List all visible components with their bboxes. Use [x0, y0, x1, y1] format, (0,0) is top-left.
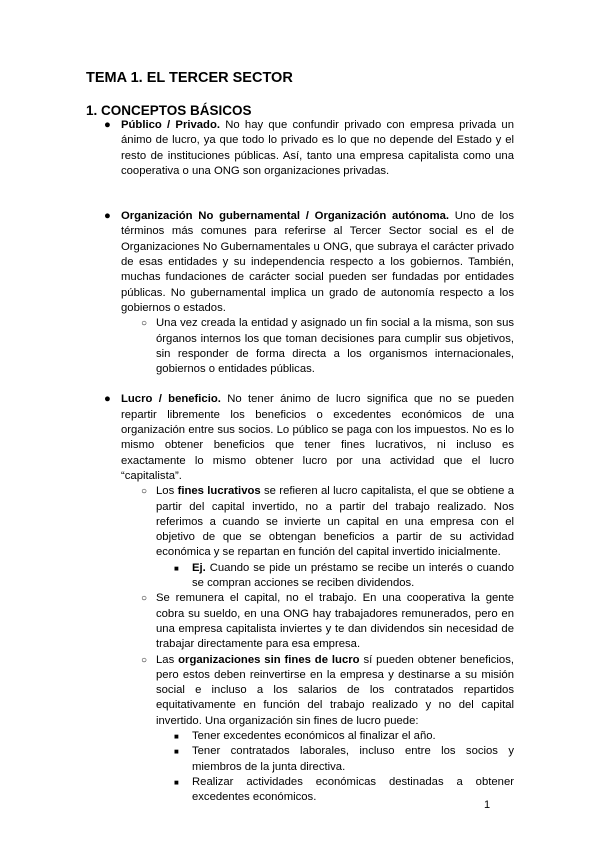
spacer: [88, 179, 514, 194]
text-ejemplo: Cuando se pide un préstamo se recibe un interés o cuando se compran acciones se reciben dividendos.: [192, 561, 514, 590]
text-prefix: Los: [156, 485, 178, 498]
term-fines-lucrativos: fines lucrativos: [177, 485, 261, 498]
text-organizacion: Uno de los términos más comunes para referirse al Tercer Sector social es el de Organizaciones No Gubernamentales u ONG, que subraya el carácter privado de esas entidades y su independencia respecto a los gobiernos. También, muchas fundaciones de carácter social pueden ser fundadas por entidades públicas. No gubernamental implica un grado de autonomía respecto a los gobiernos o estados.: [121, 210, 514, 314]
page-number: 1: [484, 799, 491, 811]
term-sin-fines-lucro: organizaciones sin fines de lucro: [178, 653, 360, 666]
term-publico-privado: Público / Privado.: [121, 119, 220, 131]
term-lucro: Lucro / beneficio.: [121, 393, 221, 406]
text-organos: Una vez creada la entidad y asignado un fin social a la misma, son sus órganos internos los que toman decisiones para cumplir sus objetivos, sin responder de forma directa a los organismos internacionales, gobiernos o entidades públicas.: [156, 317, 514, 376]
circle-bullet-icon: ○: [141, 486, 148, 498]
sub-item-sin-fines-lucro: [88, 653, 514, 729]
bullet-organizacion: [88, 209, 514, 316]
sub-item-remunera-capital: [88, 591, 514, 652]
square-bullet-icon: ■: [174, 563, 179, 573]
circle-bullet-icon: ○: [141, 654, 148, 666]
circle-bullet-icon: ○: [141, 318, 148, 330]
text-fines-lucrativos: se refieren al lucro capitalista, el que se obtiene a partir del capital invertido, no a partir del trabajo realizado. Nos referimos a cuando se invierte un capital en una empresa con el objetivo de que se obtengan beneficios a partir de su actividad económica y se repartan en función del capital invertido inicialmente.: [156, 485, 514, 559]
list-item-text: Tener excedentes económicos al finalizar el año.: [192, 729, 436, 742]
term-ejemplo: Ej.: [192, 561, 206, 574]
circle-bullet-icon: ○: [141, 593, 148, 605]
document-title: TEMA 1. EL TERCER SECTOR: [86, 70, 293, 86]
sub-sub-item-ejemplo: [88, 561, 514, 592]
square-bullet-icon: ■: [174, 747, 179, 757]
square-bullet-icon: ■: [174, 731, 179, 741]
bullet-lucro: [88, 392, 514, 484]
term-organizacion: Organización No gubernamental / Organización autónoma.: [121, 210, 450, 223]
bullet-icon: ●: [104, 119, 111, 131]
bullet-icon: ●: [104, 393, 111, 406]
section-heading: 1. CONCEPTOS BÁSICOS: [86, 103, 252, 118]
list-item-text: Realizar actividades económicas destinadas a obtener excedentes económicos.: [192, 775, 514, 804]
spacer: [88, 377, 514, 392]
text-lucro: No tener ánimo de lucro significa que no se pueden repartir libremente los beneficios o excedentes económicos de una organización entre sus socios. Lo público se paga con los impuestos. No es lo mismo obtener beneficios que tener fines lucrativos, ni incluso es exactamente lo mismo obtener lucro por una actividad que el lucro “capitalista”.: [121, 393, 514, 482]
content-body: [88, 118, 514, 805]
square-bullet-icon: ■: [174, 777, 179, 787]
sub-item-fines-lucrativos: [88, 484, 514, 560]
bullet-publico-privado: [88, 118, 514, 179]
sub-item-organos: [88, 316, 514, 377]
text-remunera-capital: Se remunera el capital, no el trabajo. En una cooperativa la gente cobra su sueldo, en una ONG hay trabajadores remunerados, pero en una empresa capitalista inviertes y te dan dividendos sin necesidad de trabajar directamente para esa empresa.: [156, 592, 514, 651]
spacer: [88, 194, 514, 209]
list-item: [88, 744, 514, 775]
list-item: [88, 729, 514, 744]
list-item-text: Tener contratados laborales, incluso entre los socios y miembros de la junta directiva.: [192, 745, 514, 773]
text-publico-privado: No hay que confundir privado con empresa privada un ánimo de lucro, ya que todo lo privado es lo que no depende del Estado y el resto de instituciones públicas. Así, tanto una empresa capitalista como una cooperativa o una ONG son organizaciones privadas.: [121, 119, 514, 177]
list-item: [88, 775, 514, 806]
text-prefix: Las: [156, 653, 179, 666]
text-sin-fines-lucro: sí pueden obtener beneficios, pero estos deben reinvertirse en la empresa y destinarse a su misión social e incluso a los salarios de los contratados repartidos equitativamente en función del trabajo realizado y no del capital invertido. Una organización sin fines de lucro puede:: [156, 653, 514, 727]
bullet-icon: ●: [104, 210, 111, 223]
